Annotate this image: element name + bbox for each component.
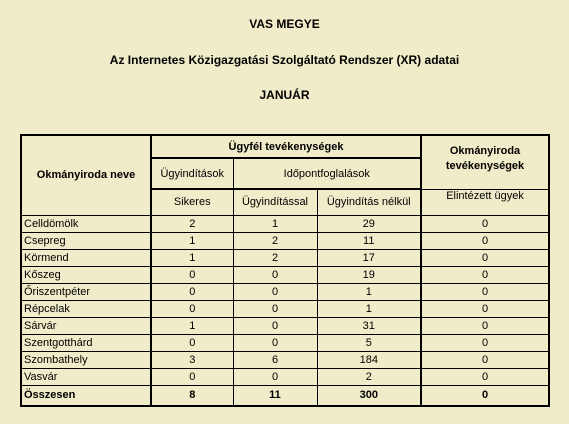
office-name-cell: Szombathely <box>21 351 151 368</box>
completed-cell: 0 <box>421 215 549 232</box>
office-name-cell: Körmend <box>21 249 151 266</box>
table-row <box>21 317 549 334</box>
completed-cell: 0 <box>421 283 549 300</box>
without-case-cell: 31 <box>317 317 421 334</box>
table-row <box>21 249 549 266</box>
completed-cell: 0 <box>421 334 549 351</box>
successful-cell: 0 <box>151 283 233 300</box>
table-row <box>21 351 549 368</box>
office-name-cell: Csepreg <box>21 232 151 249</box>
successful-cell: 0 <box>151 334 233 351</box>
table-row <box>21 368 549 385</box>
table-row <box>21 283 549 300</box>
office-name-cell: Kőszeg <box>21 266 151 283</box>
initiations-header: Ügyindítások <box>151 158 233 189</box>
total-successful: 8 <box>151 385 233 406</box>
completed-cell: 0 <box>421 368 549 385</box>
completed-cell: 0 <box>421 266 549 283</box>
without-case-cell: 11 <box>317 232 421 249</box>
total-row <box>21 385 549 406</box>
total-label: Összesen <box>21 385 151 406</box>
completed-header: Elintézett ügyek <box>421 189 549 215</box>
office-name-cell: Őriszentpéter <box>21 283 151 300</box>
report-subtitle: Az Internetes Közigazgatási Szolgáltató Rendszer (XR) adatai <box>109 53 460 67</box>
month-title: JANUÁR <box>259 88 310 102</box>
client-activities-header: Ügyfél tevékenységek <box>151 135 421 158</box>
successful-cell: 3 <box>151 351 233 368</box>
completed-cell: 0 <box>421 317 549 334</box>
table-row <box>21 232 549 249</box>
without-case-cell: 1 <box>317 300 421 317</box>
with-case-cell: 1 <box>233 215 317 232</box>
without-case-cell: 17 <box>317 249 421 266</box>
with-case-cell: 2 <box>233 249 317 266</box>
total-completed: 0 <box>421 385 549 406</box>
successful-cell: 2 <box>151 215 233 232</box>
successful-cell: 1 <box>151 249 233 266</box>
table-row <box>21 215 549 232</box>
table-row <box>21 266 549 283</box>
office-name-cell: Szentgotthárd <box>21 334 151 351</box>
completed-cell: 0 <box>421 351 549 368</box>
appointments-header: Időpontfoglalások <box>233 158 421 189</box>
office-name-cell: Sárvár <box>21 317 151 334</box>
successful-cell: 0 <box>151 266 233 283</box>
without-case-cell: 19 <box>317 266 421 283</box>
office-name-cell: Celldömölk <box>21 215 151 232</box>
successful-cell: 1 <box>151 317 233 334</box>
successful-cell: 0 <box>151 368 233 385</box>
with-case-header: Ügyindítással <box>233 189 317 215</box>
with-case-cell: 0 <box>233 266 317 283</box>
total-without-case: 300 <box>317 385 421 406</box>
with-case-cell: 0 <box>233 368 317 385</box>
successful-cell: 1 <box>151 232 233 249</box>
office-name-cell: Répcelak <box>21 300 151 317</box>
completed-cell: 0 <box>421 300 549 317</box>
statistics-table <box>20 134 550 407</box>
with-case-cell: 0 <box>233 334 317 351</box>
without-case-cell: 2 <box>317 368 421 385</box>
without-case-cell: 29 <box>317 215 421 232</box>
successful-header: Sikeres <box>151 189 233 215</box>
office-name-cell: Vasvár <box>21 368 151 385</box>
office-name-header: Okmányiroda neve <box>21 135 151 215</box>
without-case-header: Ügyindítás nélkül <box>317 189 421 215</box>
total-with-case: 11 <box>233 385 317 406</box>
with-case-cell: 6 <box>233 351 317 368</box>
county-title: VAS MEGYE <box>249 17 320 31</box>
table-row <box>21 300 549 317</box>
completed-cell: 0 <box>421 249 549 266</box>
completed-cell: 0 <box>421 232 549 249</box>
with-case-cell: 2 <box>233 232 317 249</box>
with-case-cell: 0 <box>233 283 317 300</box>
successful-cell: 0 <box>151 300 233 317</box>
office-activities-header: Okmányiroda tevékenységek <box>421 135 549 189</box>
with-case-cell: 0 <box>233 300 317 317</box>
without-case-cell: 1 <box>317 283 421 300</box>
without-case-cell: 184 <box>317 351 421 368</box>
table-row <box>21 334 549 351</box>
without-case-cell: 5 <box>317 334 421 351</box>
with-case-cell: 0 <box>233 317 317 334</box>
